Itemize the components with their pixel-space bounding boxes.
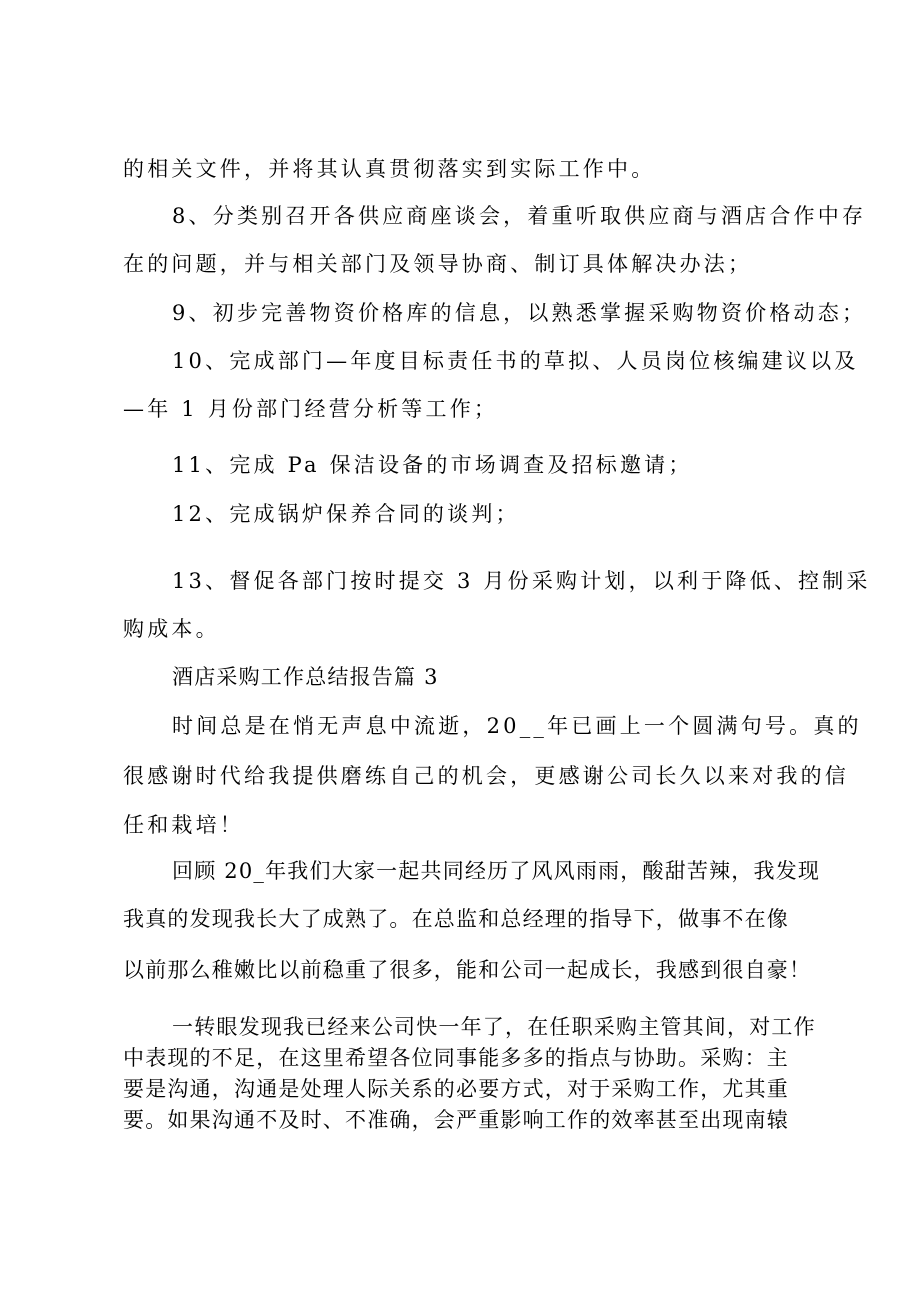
text-line: 一转眼发现我已经来公司快一年了，在任职采购主管其间，对工作 [172, 1015, 816, 1039]
text-line: 要是沟通，沟通是处理人际关系的必要方式，对于采购工作，尤其重 [123, 1077, 789, 1101]
text-line: 12、完成锅炉保养合同的谈判； [172, 502, 520, 526]
text-line: 时间总是在悄无声息中流逝，20__年已画上一个圆满句号。真的 [172, 714, 862, 738]
text-line: 以前那么稚嫩比以前稳重了很多，能和公司一起成长，我感到很自豪！ [123, 958, 812, 982]
text-line: 在的问题，并与相关部门及领导协商、制订具体解决办法； [123, 252, 753, 276]
text-line: 13、督促各部门按时提交 3 月份采购计划，以利于降低、控制采 [172, 569, 871, 593]
text-line: 我真的发现我长大了成熟了。在总监和总经理的指导下，做事不在像 [123, 907, 789, 931]
text-line: 回顾 20_年我们大家一起共同经历了风风雨雨，酸甜苦辣，我发现 [172, 859, 821, 883]
text-line: 任和栽培！ [123, 813, 244, 837]
text-line: 的相关文件，并将其认真贯彻落实到实际工作中。 [123, 157, 656, 181]
text-line: 要。如果沟通不及时、不准确，会严重影响工作的效率甚至出现南辕 [123, 1108, 789, 1132]
text-line: 9、初步完善物资价格库的信息，以熟悉掌握采购物资价格动态； [172, 301, 867, 325]
text-line: 购成本。 [123, 617, 220, 641]
section-heading: 酒店采购工作总结报告篇 3 [172, 665, 439, 689]
text-line: 很感谢时代给我提供磨练自己的机会，更感谢公司长久以来对我的信 [123, 764, 849, 788]
text-line: 8、分类别召开各供应商座谈会，着重听取供应商与酒店合作中存 [172, 204, 867, 228]
text-line: 11、完成 Pa 保洁设备的市场调查及招标邀请； [172, 453, 693, 477]
text-line: 中表现的不足，在这里希望各位同事能多多的指点与协助。采购：主 [123, 1046, 789, 1070]
text-line: 10、完成部门—年度目标责任书的草拟、人员岗位核编建议以及 [172, 349, 859, 373]
text-line: —年 1 月份部门经营分析等工作； [123, 397, 499, 421]
